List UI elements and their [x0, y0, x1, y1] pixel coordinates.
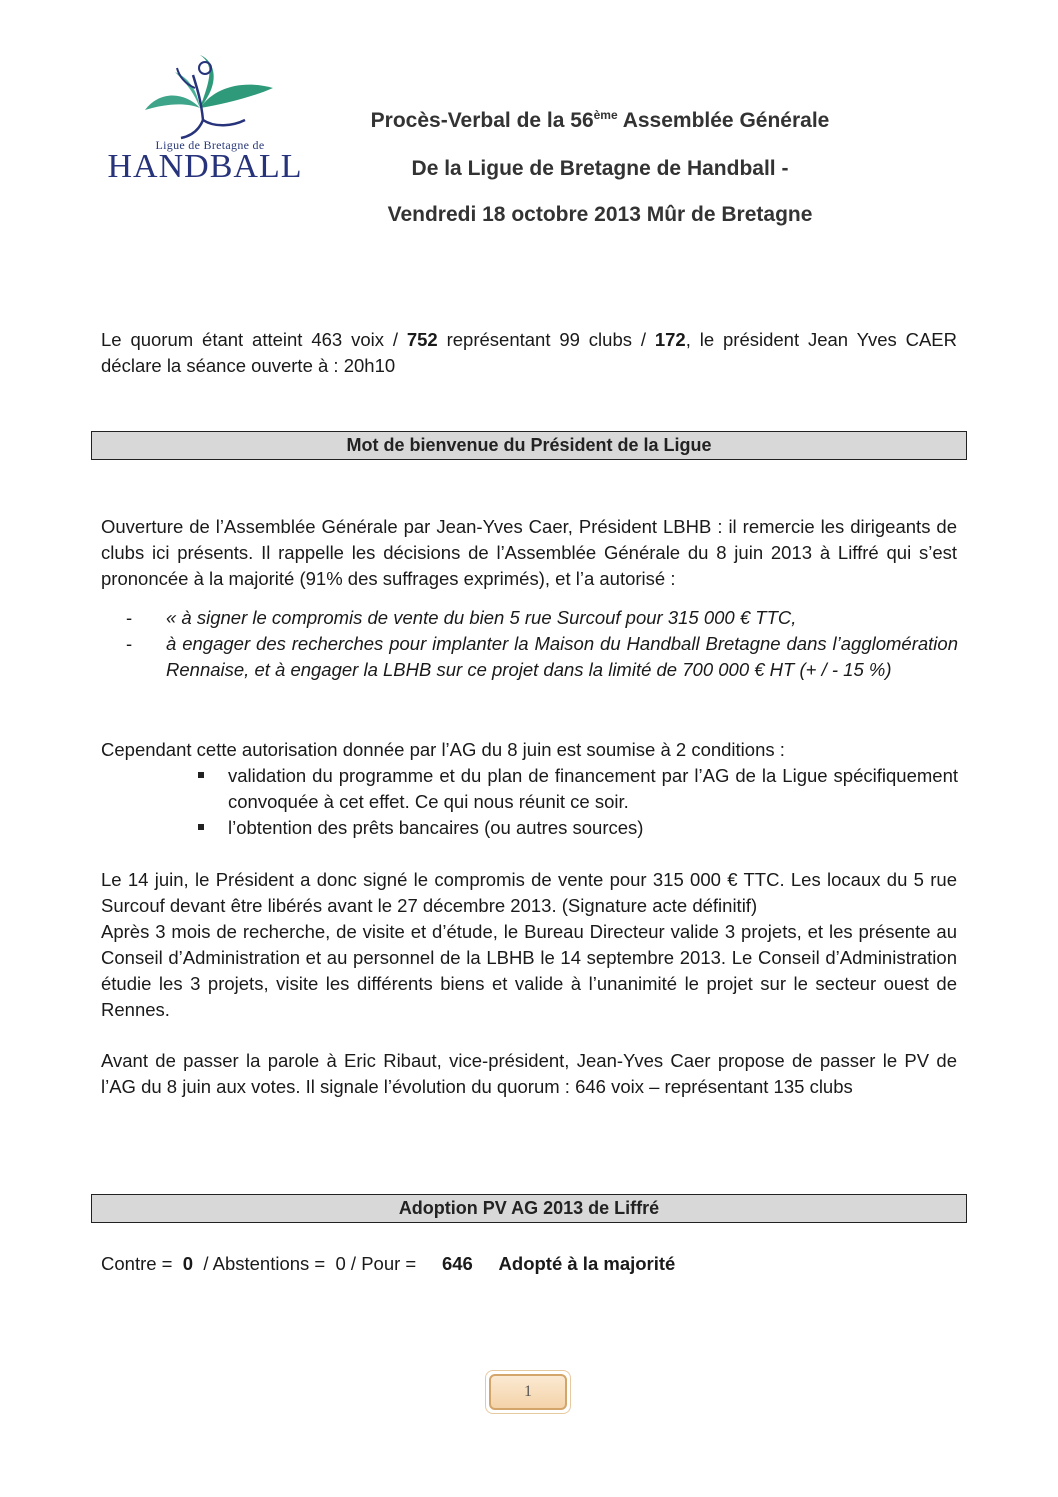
- league-logo: [105, 50, 305, 185]
- conditions-list: [198, 763, 958, 841]
- title-line-1: Procès-Verbal de la 56ème Assemblée Générale: [370, 108, 830, 132]
- quorum-paragraph: Le quorum étant atteint 463 voix / 752 représentant 99 clubs / 172, le président Jean Yves CAER déclare la séance ouverte à : 20h10: [101, 329, 958, 376]
- logo-wordmark: HANDBALL: [107, 148, 303, 185]
- intro-paragraph: Ouverture de l’Assemblée Générale par Jean-Yves Caer, Président LBHB : il remercie les dirigeants de clubs ici présents. Il rappelle les décisions de l’Assemblée Générale du 8 juin 2013 à Liffré qui s’est prononcée à la majorité (91% des suffrages exprimés), et l’a autorisé :: [101, 516, 957, 589]
- section-heading-welcome: Mot de bienvenue du Président de la Ligue: [91, 431, 967, 460]
- page-number: 1: [489, 1374, 567, 1410]
- list-item: validation du programme et du plan de financement par l’AG de la Ligue spécifiquement convoquée à cet effet. Ce qui nous réunit ce soir.: [198, 763, 958, 815]
- list-item: l’obtention des prêts bancaires (ou autres sources): [198, 815, 958, 841]
- research-paragraph: Après 3 mois de recherche, de visite et d’étude, le Bureau Directeur valide 3 projets, et les présente au Conseil d’Administration et au personnel de la LBHB le 14 septembre 2013. Le Conseil d’Administration étudie les 3 projets, visite les différents biens et valide à l’unanimité le projet sur le secteur ouest de Rennes.: [101, 921, 957, 1020]
- title-line-2: De la Ligue de Bretagne de Handball -: [411, 157, 789, 180]
- square-bullet-icon: [198, 824, 204, 830]
- title-line-3: Vendredi 18 octobre 2013 Mûr de Bretagne: [387, 203, 813, 226]
- vote-result: Contre = 0 / Abstentions = 0 / Pour = 646 Adopté à la majorité: [101, 1253, 676, 1274]
- section-heading-adoption: Adoption PV AG 2013 de Liffré: [91, 1194, 967, 1223]
- list-item: - à engager des recherches pour implanter la Maison du Handball Bretagne dans l’agglomération Rennaise, et à engager la LBHB sur ce projet dans la limité de 700 000 € HT (+ / - 15 %): [126, 633, 958, 680]
- conditions-intro: Cependant cette autorisation donnée par l’AG du 8 juin est soumise à 2 conditions :: [101, 739, 785, 760]
- authorization-list: [126, 605, 958, 683]
- june-paragraph: Le 14 juin, le Président a donc signé le compromis de vente pour 315 000 € TTC. Les locaux du 5 rue Surcouf devant être libérés avant le 27 décembre 2013. (Signature acte définitif) Après 3 mois de recherche, de visite et d’étude, le Bureau Directeur valide 3 projets, et les présente au Conseil d’Administration et au personnel de la LBHB le 14 septembre 2013. Le Conseil d’Administration étudie les 3 projets, visite les différents biens et valide à l’unanimité le projet sur le secteur ouest de Rennes.: [101, 867, 957, 1023]
- vote-intro-paragraph: Avant de passer la parole à Eric Ribaut, vice-président, Jean-Yves Caer propose de passer le PV de l’AG du 8 juin aux votes. Il signale l’évolution du quorum : 646 voix – représentant 135 clubs: [101, 1050, 957, 1097]
- logo-subtitle: Ligue de Bretagne de: [155, 138, 265, 152]
- square-bullet-icon: [198, 772, 204, 778]
- handball-player-icon: [105, 50, 305, 150]
- list-item: - « à signer le compromis de vente du bien 5 rue Surcouf pour 315 000 € TTC,: [126, 607, 797, 628]
